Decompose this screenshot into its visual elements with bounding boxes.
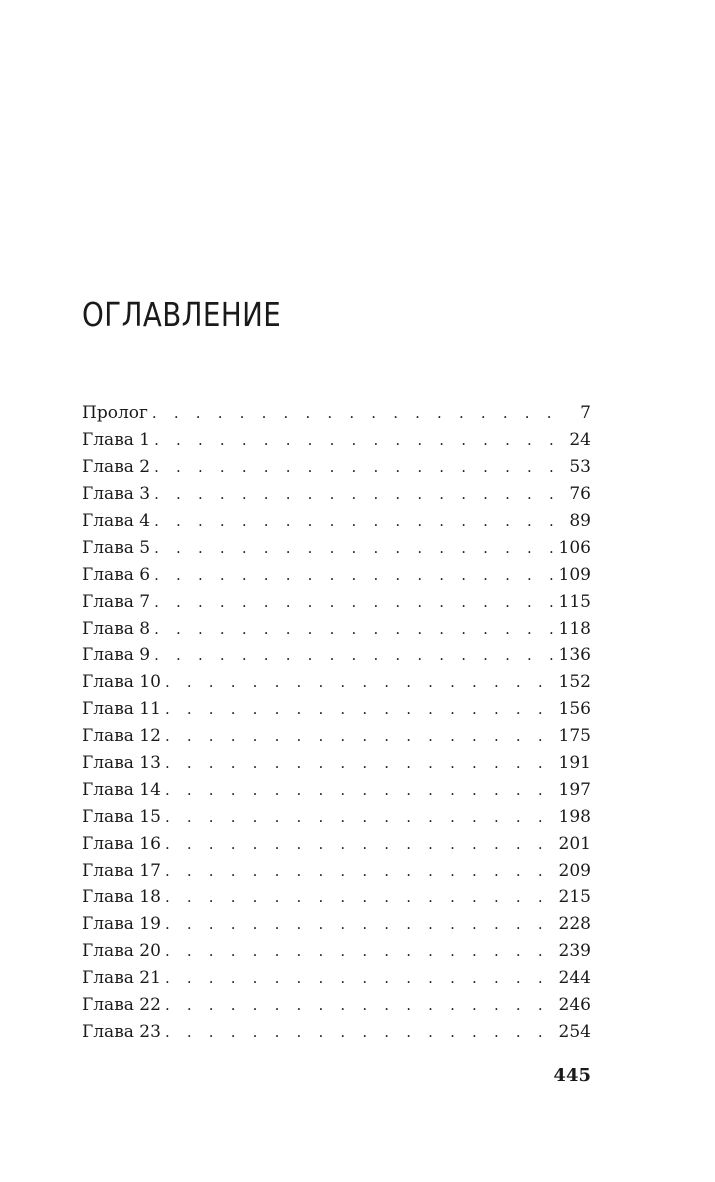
toc-entry-page: 76 <box>569 484 591 505</box>
dot-leader <box>165 942 557 960</box>
toc-entry-label: Глава 23 <box>82 1021 161 1042</box>
page-number: 445 <box>553 1065 591 1086</box>
toc-entry <box>82 911 591 938</box>
toc-entry-label: Глава 7 <box>82 591 151 612</box>
toc-entry-page: 175 <box>558 726 591 747</box>
toc-entry <box>82 992 591 1019</box>
toc-entry-label: Глава 2 <box>82 457 151 478</box>
toc-entry <box>82 642 591 669</box>
toc-entry <box>82 857 591 884</box>
dot-leader <box>165 996 557 1014</box>
toc-entry-page: 89 <box>569 511 591 531</box>
dot-leader <box>154 431 557 449</box>
dot-leader <box>165 915 557 933</box>
toc-entry-page: 201 <box>558 833 591 854</box>
toc-entry-page: 197 <box>558 779 591 800</box>
toc-entry-label: Глава 6 <box>82 564 151 585</box>
toc-entry <box>82 615 591 642</box>
toc-entry <box>82 938 591 965</box>
dot-leader <box>165 673 557 691</box>
toc-entry-label: Глава 15 <box>82 806 161 827</box>
toc-entry-page: 191 <box>558 753 591 774</box>
dot-leader <box>154 539 557 557</box>
toc-entry-page: 152 <box>558 672 591 693</box>
toc-entry-page: 215 <box>558 887 591 908</box>
toc-entry-label: Глава 12 <box>82 726 161 747</box>
toc-entry-label: Глава 9 <box>82 645 151 666</box>
toc-entry-page: 198 <box>558 806 591 827</box>
toc-entry-page: 244 <box>558 968 591 989</box>
dot-leader <box>165 969 557 987</box>
dot-leader <box>165 808 557 826</box>
toc-entry-label: Глава 8 <box>82 618 151 639</box>
dot-leader <box>165 888 557 906</box>
dot-leader <box>154 458 557 476</box>
toc-entry-label: Пролог <box>82 403 148 424</box>
toc-entry-label: Глава 19 <box>82 914 161 935</box>
toc-entry-page: 24 <box>569 430 591 451</box>
toc-entry-label: Глава 21 <box>82 968 161 989</box>
dot-leader <box>154 620 557 638</box>
toc-entry-label: Глава 13 <box>82 753 161 774</box>
dot-leader <box>165 835 557 853</box>
toc-entry-page: 254 <box>558 1021 591 1042</box>
toc-entry <box>82 400 591 427</box>
toc-entry-page: 109 <box>558 564 591 585</box>
toc-entry-label: Глава 11 <box>82 699 161 720</box>
toc-entry <box>82 534 591 561</box>
toc-entry-label: Глава 20 <box>82 941 161 962</box>
dot-leader <box>154 485 557 503</box>
dot-leader <box>165 1023 557 1041</box>
toc-entry <box>82 561 591 588</box>
toc-entry-page: 239 <box>558 941 591 962</box>
toc-entry <box>82 1018 591 1045</box>
dot-leader <box>154 566 557 584</box>
dot-leader <box>165 754 557 772</box>
dot-leader <box>152 404 557 422</box>
toc-entry-page: 106 <box>558 537 591 558</box>
toc-entry-label: Глава 5 <box>82 537 151 558</box>
toc-entry-label: Глава 10 <box>82 672 161 693</box>
toc-entry <box>82 750 591 777</box>
dot-leader <box>154 512 557 530</box>
toc-entry <box>82 803 591 830</box>
toc-entry-page: 136 <box>558 645 591 666</box>
toc-entry-label: Глава 16 <box>82 833 161 854</box>
toc-entry-page: 118 <box>558 618 591 639</box>
toc-entry <box>82 884 591 911</box>
dot-leader <box>165 700 557 718</box>
toc-entry-label: Глава 17 <box>82 860 161 881</box>
toc-entry <box>82 696 591 723</box>
dot-leader <box>154 646 557 664</box>
toc-entry-label: Глава 18 <box>82 887 161 908</box>
dot-leader <box>165 781 557 799</box>
toc-entry <box>82 588 591 615</box>
toc-entry <box>82 776 591 803</box>
toc-entry-page: 7 <box>580 403 591 424</box>
toc-entry-page: 156 <box>558 699 591 720</box>
toc-entry-label: Глава 1 <box>82 430 151 451</box>
toc-entry-page: 246 <box>558 995 591 1016</box>
toc-entry-label: Глава 22 <box>82 995 161 1016</box>
toc-entry-page: 115 <box>558 591 591 612</box>
toc-entry <box>82 508 591 535</box>
toc-entry <box>82 723 591 750</box>
toc-entry <box>82 669 591 696</box>
toc-entry-label: Глава 14 <box>82 779 161 800</box>
table-of-contents <box>82 400 591 1045</box>
page-title: ОГЛАВЛЕНИЕ <box>82 295 282 334</box>
dot-leader <box>154 593 557 611</box>
toc-entry <box>82 427 591 454</box>
toc-entry <box>82 481 591 508</box>
dot-leader <box>165 727 557 745</box>
toc-entry <box>82 965 591 992</box>
toc-entry-page: 53 <box>569 457 591 478</box>
toc-entry-page: 228 <box>558 914 591 935</box>
toc-entry-page: 209 <box>558 860 591 881</box>
toc-entry-label: Глава 4 <box>82 511 151 531</box>
toc-entry <box>82 830 591 857</box>
toc-entry-label: Глава 3 <box>82 484 151 505</box>
dot-leader <box>165 862 557 880</box>
toc-entry <box>82 454 591 481</box>
